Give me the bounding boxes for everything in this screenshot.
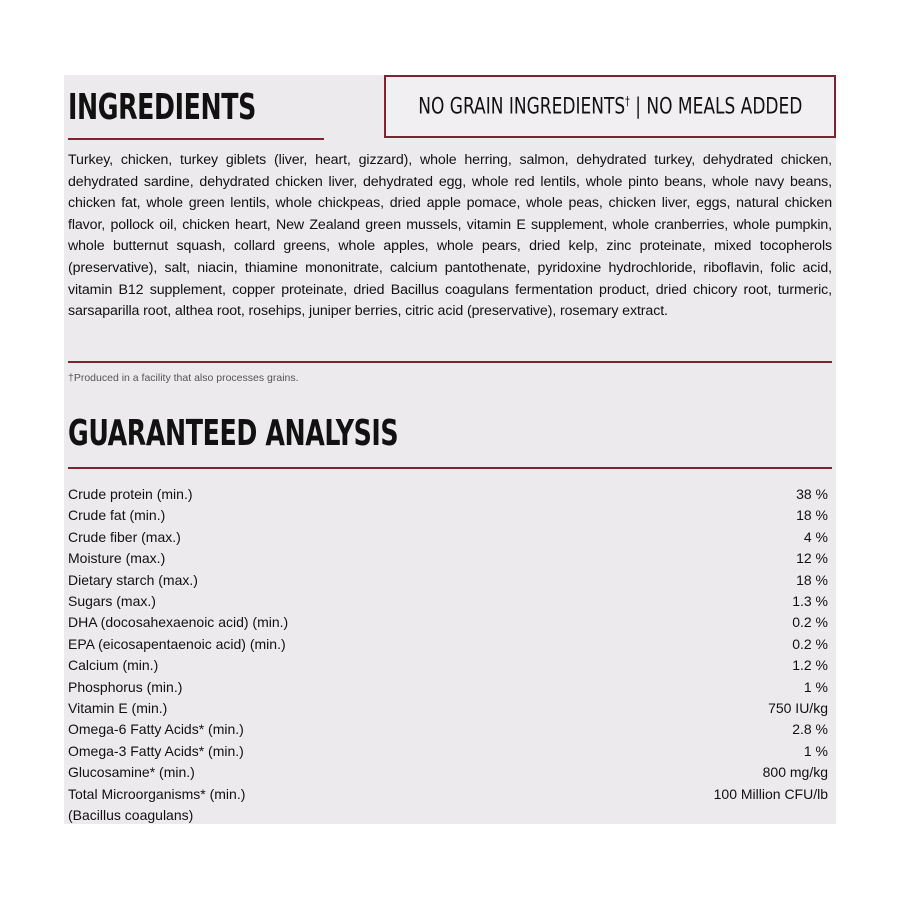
analysis-label: Calcium (min.) — [68, 657, 159, 674]
analysis-label: EPA (eicosapentaenoic acid) (min.) — [68, 635, 286, 652]
analysis-value: 12 % — [796, 550, 828, 567]
grain-footnote: †Produced in a facility that also processes grains. — [68, 372, 299, 384]
title-underline — [68, 138, 324, 140]
nutrition-panel — [64, 75, 836, 824]
analysis-row — [68, 634, 828, 655]
ingredients-list: Turkey, chicken, turkey giblets (liver, heart, gizzard), whole herring, salmon, dehydrated turkey, dehydrated chicken, dehydrated sardine, dehydrated chicken liver, dehydrated egg, whole red lentils, whole pinto beans, whole navy beans, chicken fat, whole green lentils, whole chickpeas, dried apple pomace, whole peas, chicken liver, eggs, natural chicken flavor, pollock oil, chicken heart, New Zealand green mussels, vitamin E supplement, whole cranberries, whole pumpkin, whole butternut squash, collard greens, whole apples, whole pears, dried kelp, zinc proteinate, mixed tocopherols (preservative), salt, niacin, thiamine mononitrate, calcium pantothenate, pyridoxine hydrochloride, riboflavin, folic acid, vitamin B12 supplement, copper proteinate, dried Bacillus coagulans fermentation product, dried chicory root, turmeric, sarsaparilla root, althea root, rosehips, juniper berries, citric acid (preservative), rosemary extract. — [68, 152, 832, 320]
analysis-row — [68, 548, 828, 569]
analysis-label: DHA (docosahexaenoic acid) (min.) — [68, 614, 289, 631]
analysis-row — [68, 612, 828, 633]
analysis-value: 1 % — [803, 742, 828, 759]
analysis-row — [68, 719, 828, 740]
analysis-label: Vitamin E (min.) — [68, 700, 168, 717]
analysis-row — [68, 741, 828, 762]
analysis-value: 750 IU/kg — [768, 700, 828, 717]
analysis-label: Glucosamine* (min.) — [68, 764, 195, 781]
guaranteed-analysis-title: GUARANTEED ANALYSIS — [68, 413, 399, 454]
badge-text — [418, 94, 802, 119]
analysis-table — [68, 484, 828, 827]
analysis-label: Omega-3 Fatty Acids* (min.) — [68, 742, 244, 759]
analysis-value: 4 % — [803, 528, 828, 545]
analysis-label: Moisture (max.) — [68, 550, 166, 567]
analysis-label: Crude fiber (max.) — [68, 528, 181, 545]
analysis-row — [68, 784, 828, 805]
analysis-value: 800 mg/kg — [762, 764, 828, 781]
analysis-label: Omega-6 Fatty Acids* (min.) — [68, 721, 244, 738]
analysis-row — [68, 698, 828, 719]
badge-rest: | NO MEALS ADDED — [629, 94, 803, 120]
analysis-row — [68, 762, 828, 783]
analysis-label: Dietary starch (max.) — [68, 571, 198, 588]
analysis-row — [68, 527, 828, 548]
analysis-value: 1 % — [803, 678, 828, 695]
badge-dagger: † — [624, 93, 630, 108]
analysis-label: (Bacillus coagulans) — [68, 807, 194, 824]
analysis-value: 100 Million CFU/lb — [713, 785, 828, 802]
analysis-label: Sugars (max.) — [68, 593, 156, 610]
analysis-row — [68, 484, 828, 505]
ingredients-title: INGREDIENTS — [68, 87, 256, 128]
badge-main: NO GRAIN INGREDIENTS — [417, 94, 625, 120]
section-divider — [68, 361, 832, 363]
analysis-row — [68, 677, 828, 698]
analysis-value: 38 % — [796, 486, 828, 502]
analysis-value: 0.2 % — [792, 635, 828, 652]
analysis-value: 18 % — [796, 571, 828, 588]
analysis-value: 1.2 % — [792, 657, 828, 674]
analysis-value: 0.2 % — [792, 614, 828, 631]
analysis-label: Crude protein (min.) — [68, 486, 193, 502]
no-grain-badge — [384, 75, 836, 138]
analysis-value: 18 % — [796, 507, 828, 524]
analysis-row — [68, 655, 828, 676]
analysis-label: Crude fat (min.) — [68, 507, 166, 524]
analysis-row — [68, 805, 828, 826]
analysis-label: Total Microorganisms* (min.) — [68, 785, 246, 802]
analysis-row — [68, 505, 828, 526]
analysis-value: 1.3 % — [792, 593, 828, 610]
analysis-value: 2.8 % — [792, 721, 828, 738]
analysis-underline — [68, 467, 832, 469]
analysis-row — [68, 591, 828, 612]
analysis-row — [68, 570, 828, 591]
analysis-label: Phosphorus (min.) — [68, 678, 183, 695]
